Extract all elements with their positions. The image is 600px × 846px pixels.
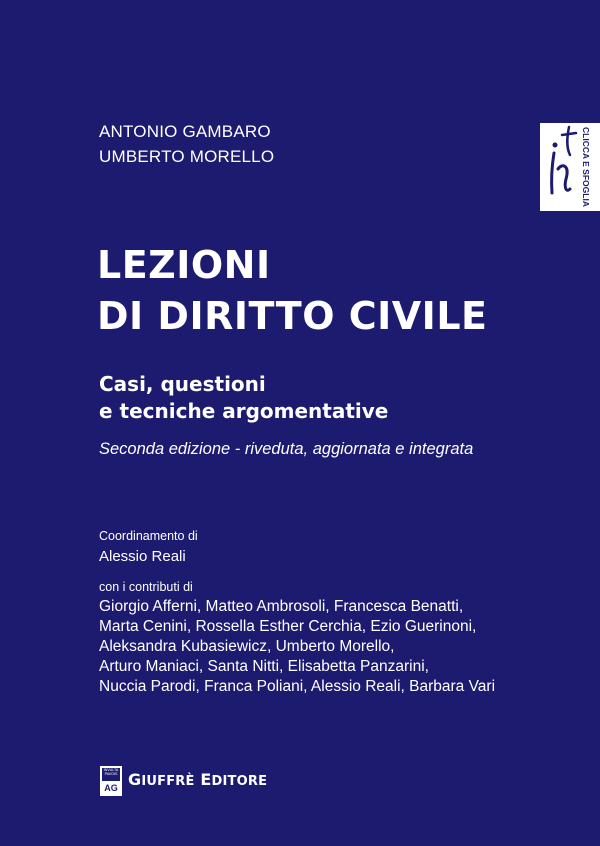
author-name: UMBERTO MORELLO	[99, 147, 275, 166]
clicca-e-sfoglia-badge[interactable]	[540, 123, 600, 211]
authors	[99, 119, 274, 169]
subtitle-line: Casi, questioni	[99, 372, 266, 396]
book-subtitle	[99, 371, 388, 425]
contributors-line: Giorgio Afferni, Matteo Ambrosoli, Francesca Benatti,	[99, 598, 464, 615]
title-line: LEZIONI	[97, 243, 271, 287]
coordination-label: Coordinamento di	[99, 529, 198, 543]
publisher-initial: G	[128, 770, 142, 789]
publisher-name-part: IUFFRÈ	[141, 774, 195, 789]
coordinator-name: Alessio Reali	[99, 548, 186, 565]
edition-note: Seconda edizione - riveduta, aggiornata e integrata	[99, 440, 474, 458]
contributors-line: Marta Cenini, Rossella Esther Cerchia, Ezio Guerinoni,	[99, 618, 477, 635]
contributions-label: con i contributi di	[99, 580, 193, 594]
publisher-initial: E	[200, 770, 212, 789]
contributors-line: Nuccia Parodi, Franca Poliani, Alessio Reali, Barbara Vari	[99, 678, 496, 695]
author-name: ANTONIO GAMBARO	[99, 122, 271, 141]
title-line: DI DIRITTO CIVILE	[97, 294, 488, 338]
publisher-logo-motto: INVULTA PAVOIS	[102, 768, 120, 781]
book-title	[97, 240, 488, 342]
publisher-logo-initials: AG	[104, 783, 118, 793]
badge-label: CLICCA E SFOGLIA	[581, 127, 591, 207]
publisher-logo	[100, 766, 122, 796]
publisher-name	[128, 770, 267, 789]
subtitle-line: e tecniche argomentative	[99, 399, 389, 423]
contributors-line: Arturo Maniaci, Santa Nitti, Elisabetta Panzarini,	[99, 658, 429, 675]
int-logo-icon	[540, 123, 580, 211]
contributors-list	[99, 597, 495, 697]
publisher-name-part: DITORE	[211, 774, 268, 789]
contributors-line: Aleksandra Kubasiewicz, Umberto Morello,	[99, 638, 395, 655]
